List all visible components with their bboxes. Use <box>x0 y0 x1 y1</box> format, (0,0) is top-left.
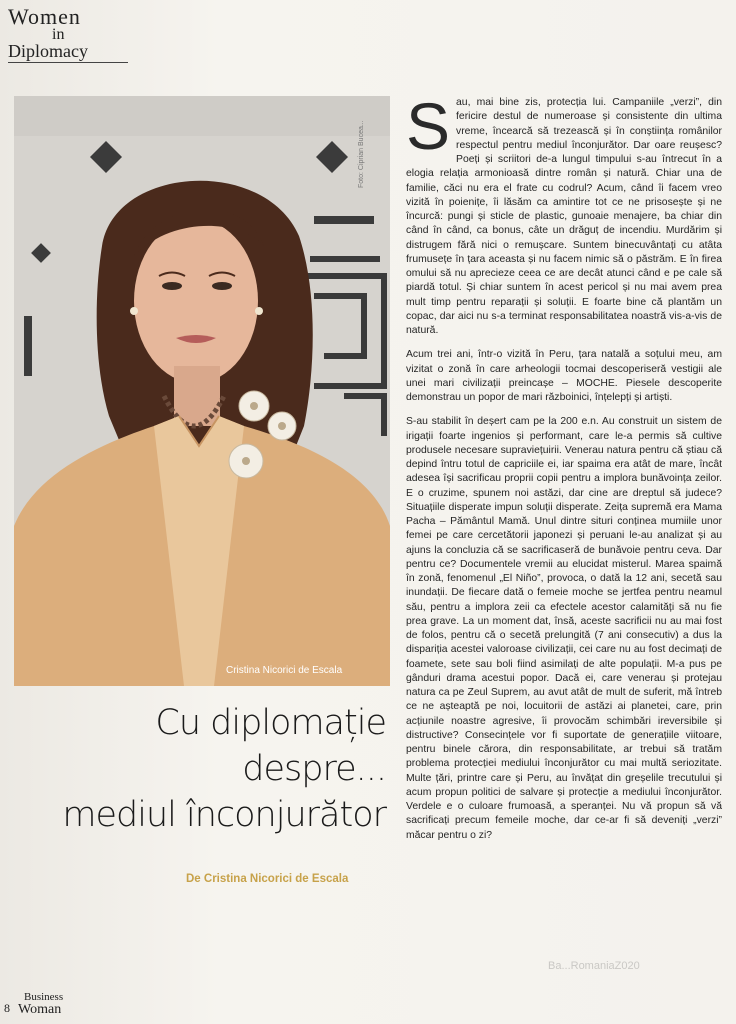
section-divider <box>8 62 128 63</box>
magazine-logo-line-2: Woman <box>18 1002 62 1017</box>
page-number: 8 <box>4 1001 10 1015</box>
section-word-in: in <box>52 26 65 43</box>
portrait-illustration <box>14 96 390 686</box>
article-body <box>406 89 722 853</box>
photo-caption: Cristina Nicorici de Escala <box>226 665 343 676</box>
headline-line-1: Cu diplomație <box>155 703 386 743</box>
portrait-photo <box>14 96 390 686</box>
watermark: Ba...RomaniaZ020 <box>548 960 640 972</box>
paragraph-1 <box>406 89 722 338</box>
drop-cap: S <box>406 89 451 163</box>
paragraph-1-text: au, mai bine zis, protecția lui. Campaniile „verzi”, din fericire destul de numeroase și consistente din ultima vreme, încearcă să trezească și în conștiința românilor respectul pentru mediul înconjurător. Dar oare reușesc? Poeți și scriitori de-a lungul timpului s-au întrecut în a elogia relația armonioasă dintre român și natură. Chiar una de familie, căci nu era el frate cu codrul? Acum, când îi facem vreo vizită în poienițe, îi lăsăm ca amintire tot ce ne prisosește și ne încurcă: pungi și sticle de plastic, gunoaie menajere, ba chiar din când în când, ca bonus, câte un drăguț de incendiu. Murdărim și distrugem fără nici o remușcare. Suntem binecuvântați cu atâta frumusețe în țara aceasta și nu facem nimic să o păstrăm. E în firea omului să nu aprecieze ceea ce are decât atunci când e pe cale să piardă totul. Și chiar suntem în acest pericol și nu mai avem prea mult timp pentru reparații și soluții. E foarte bine că plantăm un copac, dar aici nu s-a terminat responsabilitatea noastră vis-a-vis de natură. <box>406 97 722 336</box>
section-label <box>8 6 126 60</box>
section-word-women: Women <box>8 4 81 29</box>
article-headline <box>62 700 386 838</box>
paragraph-2: Acum trei ani, într-o vizită în Peru, țara natală a soțului meu, am vizitat o zonă în care arheologii tocmai descoperiseră vestigii ale unei mari civilizații preincașe – MOCHE. Piesele descoperite demonstrau un popor de mari războinici, înțelepți și artiști. <box>406 349 722 403</box>
headline-line-3: mediul înconjurător <box>62 795 386 835</box>
magazine-logo-line-1: Business <box>24 991 64 1003</box>
paragraph-3: S-au stabilit în deșert cam pe la 200 e.n. Au construit un sistem de irigații foarte ingenios și performant, care le-a permis să cultive produsele necesare supraviețuirii. Venerau natura pentru că știau că depind întru totul de capriciile ei, iar spaima era atât de mare, încât adesea își sacrificau proprii copii pentru a implora bunăvoința zeilor. E o cruzime, spunem noi astăzi, dar cine are dreptul să judece? Situațiile disperate impun soluții disperate. Zeița supremă era Mama Pacha – Pământul Mamă. Unul dintre situri conținea mumiile unor femei pe care cercetătorii japonezi și peruani le-au analizat și au ajuns la concluzia că se sacrificaseră de bunăvoie pentru ceva. Dar pentru ce? Documentele vremii au elucidat misterul. Marea spaimă în zonă, fenomenul „El Niño”, provoca, o dată la 12 ani, secetă sau inundații. De fiecare dată o femeie moche se jertfea pentru neamul său, pentru a implora zeii ca efectele acestor calamități să nu fie prea grave. La un moment dat, însă, aceste sacrificii nu au mai fost de folos, pentru că o secetă prelungită (7 ani consecutiv) a dus la dispariția acestei valoroase civilizații, cei care nu au fost decimați de foamete, sete sau boli fiind asimilați de alte populații. M-a pus pe gânduri drama acestui popor. Dacă ei, care venerau și protejau natura ca pe Zeul Suprem, au avut atât de mult de suferit, mă întreb ce ne așteaptă pe noi, locuitorii de astăzi ai planetei, care, prin acțiunile noastre agresive, îi provocăm schimbări ireversibile și distructive? Consecințele vor fi suportate de generațiile viitoare, pentru binele cărora, din responsabilitate, ar trebui să tratăm problema protecției mediului înconjurător cu mai multă seriozitate. Multe țări, printre care și Peru, au învățat din greșelile trecutului și acum propun politici de salvare și protecție a mediului înconjurător. Verdele e o culoare frumoasă, a speranței. Nu vă propun să vă sacrificați precum femeile moche, dar ce-ar fi să deveniți „verzi” măcar pentru o zi? <box>406 416 722 841</box>
author-byline: De Cristina Nicorici de Escala <box>186 873 349 885</box>
headline-line-2: despre... <box>242 749 386 789</box>
section-word-diplomacy: Diplomacy <box>8 41 88 61</box>
photo-credit: Foto: Ciprian Bucea... <box>358 120 365 188</box>
